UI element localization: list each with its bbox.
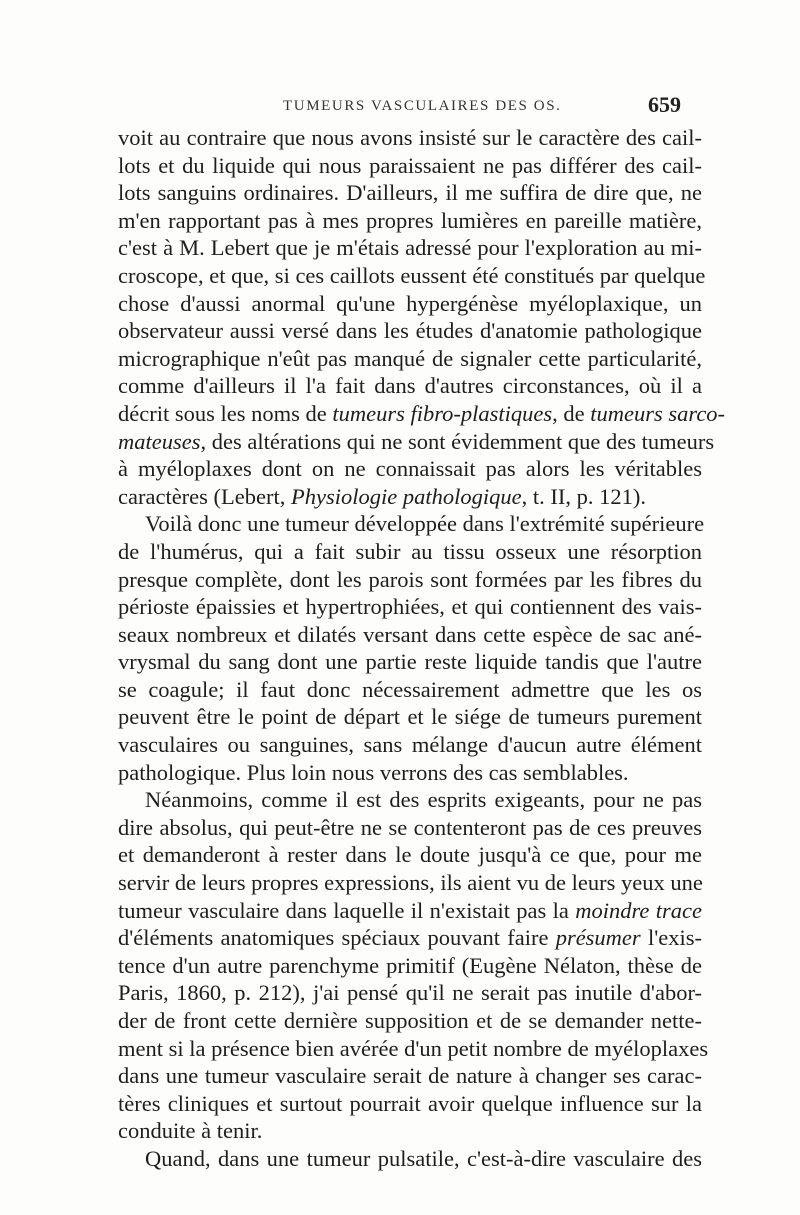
text-line: lots et du liquide qui nous paraissaient ne pas différer des cail- [118,152,702,178]
text-line: voit au contraire que nous avons insisté sur le caractère des cail- [118,125,702,150]
text-line: comme d'ailleurs il l'a fait dans d'autres circonstances, où il a [118,373,702,399]
text-line: Quand, dans une tumeur pulsatile, c'est-à-dire vasculaire des [145,1145,702,1171]
body-text [118,124,726,1173]
text-line: chose d'aussi anormal qu'une hypergénèse myéloplaxique, un [118,290,702,316]
text-line: m'en rapportant pas à mes propres lumières en pareille matière, [118,207,702,233]
text-line: presque complète, dont les parois sont formées par les fibres du [118,566,702,592]
text-line: Voilà donc une tumeur développée dans l'extrémité supérieure [145,511,705,537]
text-line: vrysmal du sang dont une partie reste liquide tandis que l'autre [118,649,702,675]
text-line: croscope, et que, si ces caillots eussent été constitués par quelque [118,262,706,288]
text-line: caractères (Lebert, Physiologie pathologique, t. II, p. 121). [118,483,646,509]
text-line: pathologique. Plus loin nous verrons des cas semblables. [118,759,629,785]
running-title: TUMEURS VASCULAIRES DES OS. [283,98,562,114]
text-line: de l'humérus, qui a fait subir au tissu osseux une résorption [118,538,702,564]
text-line: ment si la présence bien avérée d'un petit nombre de myéloplaxes [118,1035,709,1061]
text-line: dans une tumeur vasculaire serait de nature à changer ses carac- [118,1063,702,1089]
text-line: se coagule; il faut donc nécessairement admettre que les os [118,676,702,702]
text-line: servir de leurs propres expressions, ils aient vu de leurs yeux une [118,870,703,896]
text-line: tères cliniques et surtout pourrait avoir quelque influence sur la [118,1090,702,1116]
text-line: seaux nombreux et dilatés versant dans cette espèce de sac ané- [118,621,702,647]
text-line: der de front cette dernière supposition et de se demander nette- [118,1008,702,1033]
text-line: et demanderont à rester dans le doute jusqu'à ce que, pour me [118,842,702,868]
text-line: décrit sous les noms de tumeurs fibro-plastiques, de tumeurs sarco- [118,400,726,426]
text-line: mateuses, des altérations qui ne sont évidemment que des tumeurs [118,428,715,454]
running-head [0,92,800,122]
text-line: Paris, 1860, p. 212), j'ai pensé qu'il ne serait pas inutile d'abor- [118,980,702,1006]
text-line: dire absolus, qui peut-être ne se contenteront pas de ces preuves [118,814,702,840]
text-line: lots sanguins ordinaires. D'ailleurs, il me suffira de dire que, ne [118,180,702,206]
text-line: vasculaires ou sanguines, sans mélange d'aucun autre élément [118,732,702,758]
text-line: périoste épaissies et hypertrophiées, et qui contiennent des vais- [118,594,702,620]
text-line: peuvent être le point de départ et le siége de tumeurs purement [118,704,702,730]
text-line: c'est à M. Lebert que je m'étais adressé pour l'exploration au mi- [118,235,702,261]
text-line: tumeur vasculaire dans laquelle il n'existait pas la moindre trace [118,897,703,923]
text-line: micrographique n'eût pas manqué de signaler cette particularité, [118,345,702,371]
text-line: observateur aussi versé dans les études d'anatomie pathologique [118,318,702,344]
text-line: Néanmoins, comme il est des esprits exigeants, pour ne pas [145,787,702,813]
text-line: conduite à tenir. [118,1118,263,1144]
text-line: tence d'un autre parenchyme primitif (Eugène Nélaton, thèse de [118,952,702,978]
text-line: à myéloplaxes dont on ne connaissait pas alors les véritables [118,456,702,482]
page-number: 659 [648,92,681,117]
text-line: d'éléments anatomiques spéciaux pouvant faire présumer l'exis- [118,925,702,951]
